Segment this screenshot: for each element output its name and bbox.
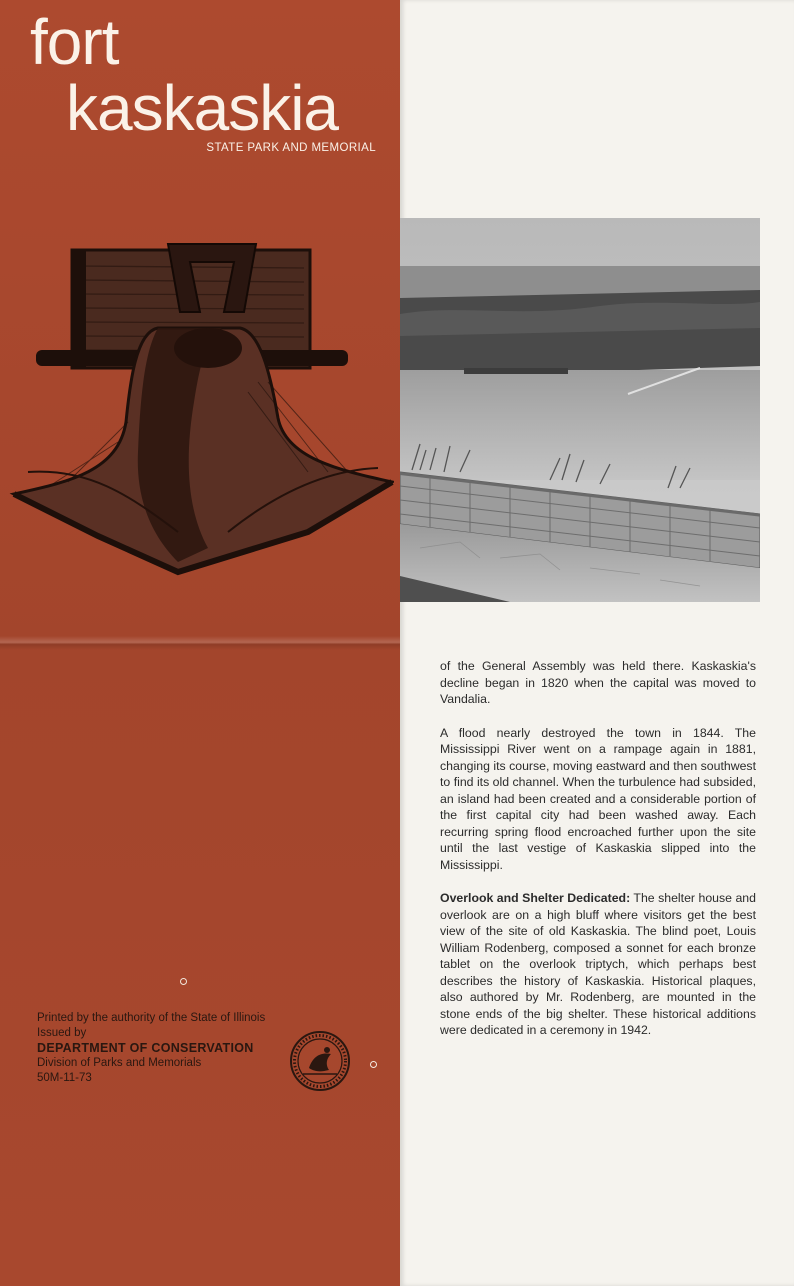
cover-subtitle: STATE PARK AND MEMORIAL	[206, 142, 376, 154]
overlook-heading: Overlook and Shelter Dedicated:	[440, 891, 631, 905]
paragraph-flood-history: A flood nearly destroyed the town in 1844. The Mississippi River went on a rampage again in 1881, changing its course, moving eastward and then southwest to find its old channel. When the turbulence had subsided, an island had been created and a considerable portion of the first capital city had been washed away. Each recurring spring flood encroached further upon the site until the last vestige of Kaskaskia slipped into the Mississippi.	[440, 725, 756, 872]
fold-crease	[0, 636, 400, 650]
paper-speck	[180, 978, 187, 985]
article-body	[440, 658, 756, 1056]
river-overlook-photo	[400, 218, 760, 602]
liberty-bell-illustration	[8, 232, 394, 582]
imprint-division: Division of Parks and Memorials	[37, 1057, 202, 1069]
title-kaskaskia: kaskaskia	[66, 72, 338, 144]
title-fort: fort	[30, 6, 119, 78]
paragraph-overlook	[440, 890, 756, 1039]
state-seal-icon	[289, 1030, 351, 1092]
imprint-print-code: 50M-11-73	[37, 1072, 92, 1084]
imprint-department: DEPARTMENT OF CONSERVATION	[37, 1041, 254, 1055]
overlook-body: The shelter house and overlook are on a high bluff where visitors get the best view of the site of old Kaskaskia. The blind poet, Louis William Rodenberg, composed a sonnet for each bronze tablet on the overlook triptych, which perhaps best describes the history of Kaskaskia. Historical plaques, also authored by Mr. Rodenberg, are mounted in the stone ends of the big shelter. These historical additions were dedicated in a ceremony in 1942.	[440, 891, 756, 1037]
imprint-issued-by: Issued by	[37, 1027, 87, 1039]
inner-panel	[400, 0, 794, 1286]
paragraph-capital-moved: of the General Assembly was held there. Kaskaskia's decline began in 1820 when the capital was moved to Vandalia.	[440, 659, 756, 706]
paper-speck	[370, 1061, 377, 1068]
imprint-authority: Printed by the authority of the State of Illinois	[37, 1012, 266, 1024]
